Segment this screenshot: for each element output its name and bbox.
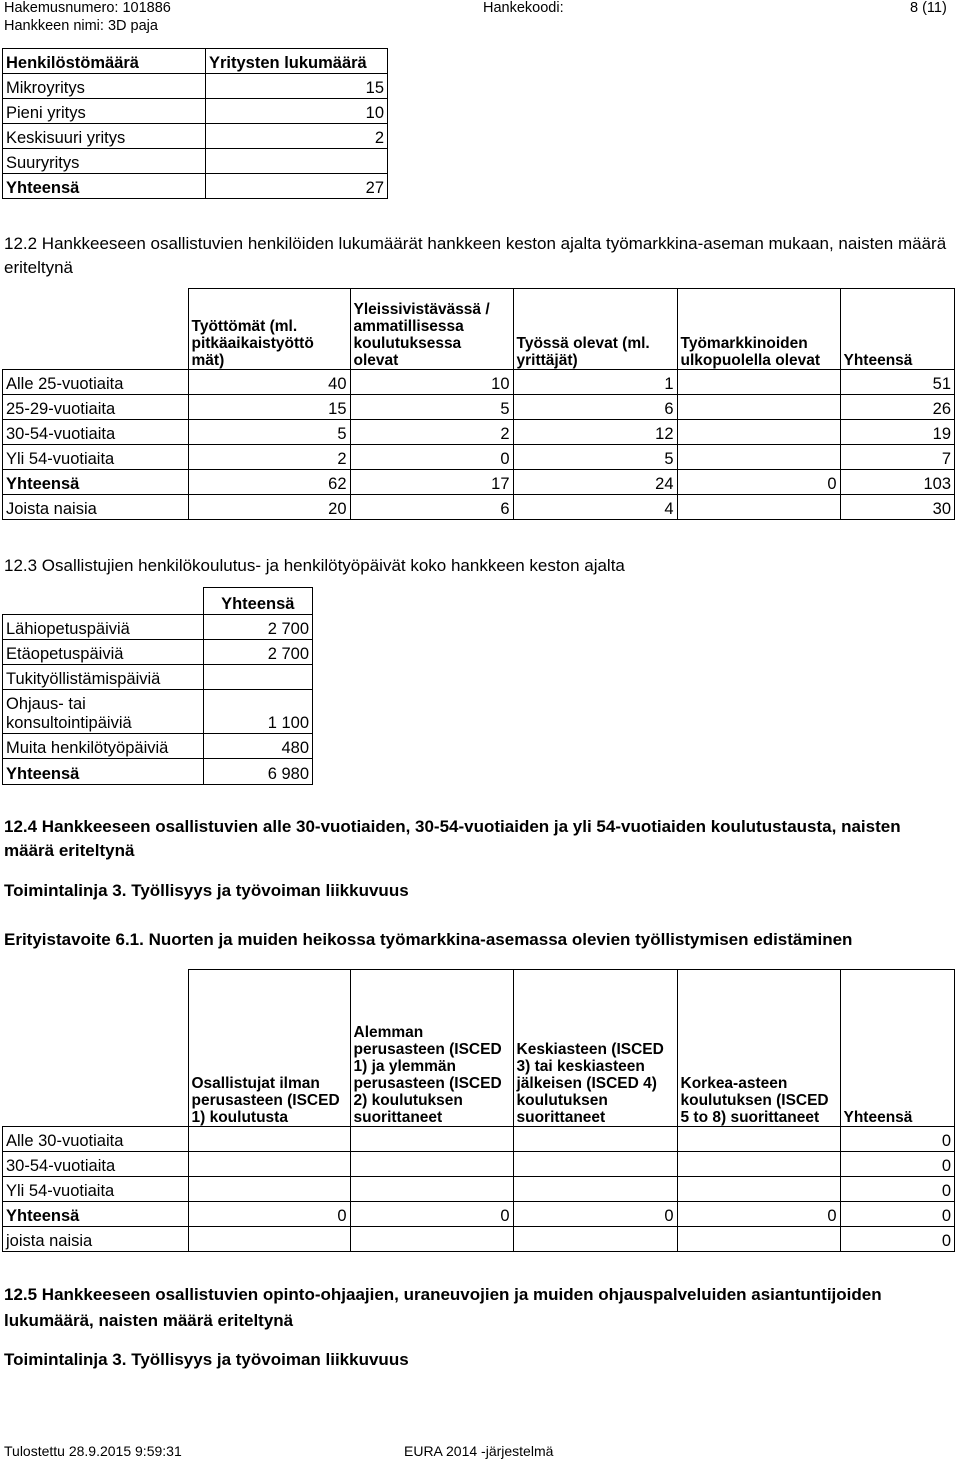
cell-value — [206, 149, 388, 174]
cell-value: 0 — [350, 445, 513, 470]
cell-value: 103 — [840, 470, 955, 495]
table-row — [3, 420, 955, 445]
cell-value — [188, 1227, 350, 1252]
table-row — [3, 734, 313, 759]
row-label: Lähiopetuspäiviä — [3, 615, 204, 640]
cell-value: 5 — [513, 445, 677, 470]
cell-value — [188, 1152, 350, 1177]
section-title: 12.3 Osallistujien henkilökoulutus- ja henkilötyöpäivät koko hankkeen keston ajalta — [4, 556, 625, 575]
row-label: Ohjaus- tai konsultointipäiviä — [3, 690, 204, 734]
cell-value: 4 — [513, 495, 677, 520]
cell-value: 0 — [677, 470, 840, 495]
row-label: joista naisia — [3, 1227, 189, 1252]
cell-value — [188, 1127, 350, 1152]
application-number: Hakemusnumero: 101886 — [4, 0, 171, 16]
table-row — [3, 759, 313, 785]
cell-value: 15 — [206, 74, 388, 99]
table-row — [3, 149, 388, 174]
table-header — [3, 289, 189, 370]
row-label: Suuryritys — [3, 149, 206, 174]
cell-value — [677, 495, 840, 520]
cell-value: 1 — [513, 370, 677, 395]
cell-value: 10 — [350, 370, 513, 395]
row-label: Yli 54-vuotiaita — [3, 1177, 189, 1202]
cell-value — [677, 395, 840, 420]
table-row — [3, 370, 955, 395]
cell-value: 2 700 — [203, 640, 313, 665]
cell-value: 27 — [206, 174, 388, 199]
table-header: Keskiasteen (ISCED 3) tai keskiasteen jälkeisen (ISCED 4) koulutuksen suorittaneet — [513, 970, 677, 1127]
table-row — [3, 124, 388, 149]
row-label: Yhteensä — [3, 174, 206, 199]
cell-value — [203, 665, 313, 690]
table-row — [3, 99, 388, 124]
cell-value — [350, 1227, 513, 1252]
cell-value: 0 — [188, 1202, 350, 1227]
cell-value — [677, 445, 840, 470]
table-header: Yhteensä — [840, 289, 955, 370]
company-size-table — [2, 48, 388, 199]
cell-value: 6 — [513, 395, 677, 420]
table-row — [3, 1152, 955, 1177]
cell-value: 2 — [206, 124, 388, 149]
cell-value — [513, 1177, 677, 1202]
specific-objective: Erityistavoite 6.1. Nuorten ja muiden heikossa työmarkkina-asemassa olevien työllistymisen edistäminen — [4, 930, 853, 949]
table-header: Korkea-asteen koulutuksen (ISCED 5 to 8) suorittaneet — [677, 970, 840, 1127]
table-header: Yleissivistävässä / ammatillisessa koulutuksessa olevat — [350, 289, 513, 370]
cell-value: 0 — [677, 1202, 840, 1227]
cell-value — [350, 1152, 513, 1177]
cell-value: 15 — [188, 395, 350, 420]
cell-value: 24 — [513, 470, 677, 495]
table-header: Työttömät (ml. pitkäaikaistyöttö mät) — [188, 289, 350, 370]
cell-value: 0 — [840, 1152, 955, 1177]
table-row — [3, 174, 388, 199]
table-header: Yritysten lukumäärä — [206, 49, 388, 74]
cell-value: 0 — [840, 1202, 955, 1227]
table-row — [3, 74, 388, 99]
cell-value — [513, 1127, 677, 1152]
cell-value: 40 — [188, 370, 350, 395]
cell-value: 0 — [840, 1127, 955, 1152]
section-title: 12.5 Hankkeeseen osallistuvien opinto-ohjaajien, uraneuvojien ja muiden ohjauspalveluiden asiantuntijoiden lukumäärä, naisten määrä eriteltynä — [4, 1285, 882, 1330]
table-row — [3, 665, 313, 690]
table-header: Henkilöstömäärä — [3, 49, 206, 74]
section-title: 12.4 Hankkeeseen osallistuvien alle 30-vuotiaiden, 30-54-vuotiaiden ja yli 54-vuotiaiden koulutustausta, naisten määrä eriteltynä — [4, 817, 901, 860]
cell-value: 30 — [840, 495, 955, 520]
action-line: Toimintalinja 3. Työllisyys ja työvoiman liikkuvuus — [4, 1350, 409, 1369]
table-row — [3, 1227, 955, 1252]
cell-value: 0 — [513, 1202, 677, 1227]
cell-value — [513, 1152, 677, 1177]
page-number: 8 (11) — [910, 0, 947, 16]
table-row — [3, 615, 313, 640]
table-header — [3, 970, 189, 1127]
row-label: Yhteensä — [3, 759, 204, 785]
row-label: Yli 54-vuotiaita — [3, 445, 189, 470]
table-header: Alemman perusasteen (ISCED 1) ja ylemmän perusasteen (ISCED 2) koulutuksen suorittaneet — [350, 970, 513, 1127]
cell-value: 2 — [188, 445, 350, 470]
cell-value: 20 — [188, 495, 350, 520]
cell-value: 0 — [840, 1177, 955, 1202]
cell-value: 5 — [350, 395, 513, 420]
cell-value — [677, 370, 840, 395]
training-days-table — [2, 587, 313, 785]
labour-market-table — [2, 288, 955, 520]
cell-value: 12 — [513, 420, 677, 445]
cell-value — [677, 1152, 840, 1177]
cell-value: 1 100 — [203, 690, 313, 734]
table-row — [3, 470, 955, 495]
cell-value: 2 — [350, 420, 513, 445]
row-label: 30-54-vuotiaita — [3, 1152, 189, 1177]
row-label: Etäopetuspäiviä — [3, 640, 204, 665]
section-title: 12.2 Hankkeeseen osallistuvien henkilöiden lukumäärät hankkeen keston ajalta työmarkkina-aseman mukaan, naisten määrä eriteltynä — [4, 234, 947, 277]
cell-value: 26 — [840, 395, 955, 420]
cell-value: 0 — [840, 1227, 955, 1252]
cell-value: 480 — [203, 734, 313, 759]
table-row — [3, 1127, 955, 1152]
cell-value — [677, 420, 840, 445]
cell-value — [513, 1227, 677, 1252]
table-row — [3, 1202, 955, 1227]
row-label: Muita henkilötyöpäiviä — [3, 734, 204, 759]
row-label: Pieni yritys — [3, 99, 206, 124]
table-header: Yhteensä — [203, 588, 313, 615]
cell-value: 51 — [840, 370, 955, 395]
cell-value: 0 — [350, 1202, 513, 1227]
cell-value — [677, 1127, 840, 1152]
table-row — [3, 395, 955, 420]
table-row — [3, 640, 313, 665]
table-row — [3, 445, 955, 470]
cell-value — [350, 1127, 513, 1152]
row-label: Tukityöllistämispäiviä — [3, 665, 204, 690]
action-line: Toimintalinja 3. Työllisyys ja työvoiman liikkuvuus — [4, 881, 409, 900]
table-header: Työmarkkinoiden ulkopuolella olevat — [677, 289, 840, 370]
table-row — [3, 690, 313, 734]
row-label: Yhteensä — [3, 1202, 189, 1227]
project-code-label: Hankekoodi: — [483, 0, 564, 16]
row-label: Keskisuuri yritys — [3, 124, 206, 149]
cell-value — [677, 1177, 840, 1202]
education-background-table — [2, 969, 955, 1252]
cell-value: 19 — [840, 420, 955, 445]
cell-value: 2 700 — [203, 615, 313, 640]
cell-value: 7 — [840, 445, 955, 470]
table-header: Osallistujat ilman perusasteen (ISCED 1) koulutusta — [188, 970, 350, 1127]
cell-value: 62 — [188, 470, 350, 495]
row-label: Alle 30-vuotiaita — [3, 1127, 189, 1152]
row-label: Mikroyritys — [3, 74, 206, 99]
row-label: Alle 25-vuotiaita — [3, 370, 189, 395]
cell-value — [188, 1177, 350, 1202]
cell-value: 17 — [350, 470, 513, 495]
cell-value — [677, 1227, 840, 1252]
row-label: 25-29-vuotiaita — [3, 395, 189, 420]
cell-value: 10 — [206, 99, 388, 124]
system-name: EURA 2014 -järjestelmä — [404, 1443, 554, 1459]
cell-value: 5 — [188, 420, 350, 445]
row-label: Joista naisia — [3, 495, 189, 520]
row-label: Yhteensä — [3, 470, 189, 495]
row-label: 30-54-vuotiaita — [3, 420, 189, 445]
table-row — [3, 495, 955, 520]
cell-value: 6 — [350, 495, 513, 520]
cell-value — [350, 1177, 513, 1202]
print-timestamp: Tulostettu 28.9.2015 9:59:31 — [4, 1443, 182, 1459]
table-header: Yhteensä — [840, 970, 955, 1127]
table-row — [3, 1177, 955, 1202]
project-name: Hankkeen nimi: 3D paja — [4, 18, 158, 34]
cell-value: 6 980 — [203, 759, 313, 785]
table-header — [3, 588, 204, 615]
table-header: Työssä olevat (ml. yrittäjät) — [513, 289, 677, 370]
